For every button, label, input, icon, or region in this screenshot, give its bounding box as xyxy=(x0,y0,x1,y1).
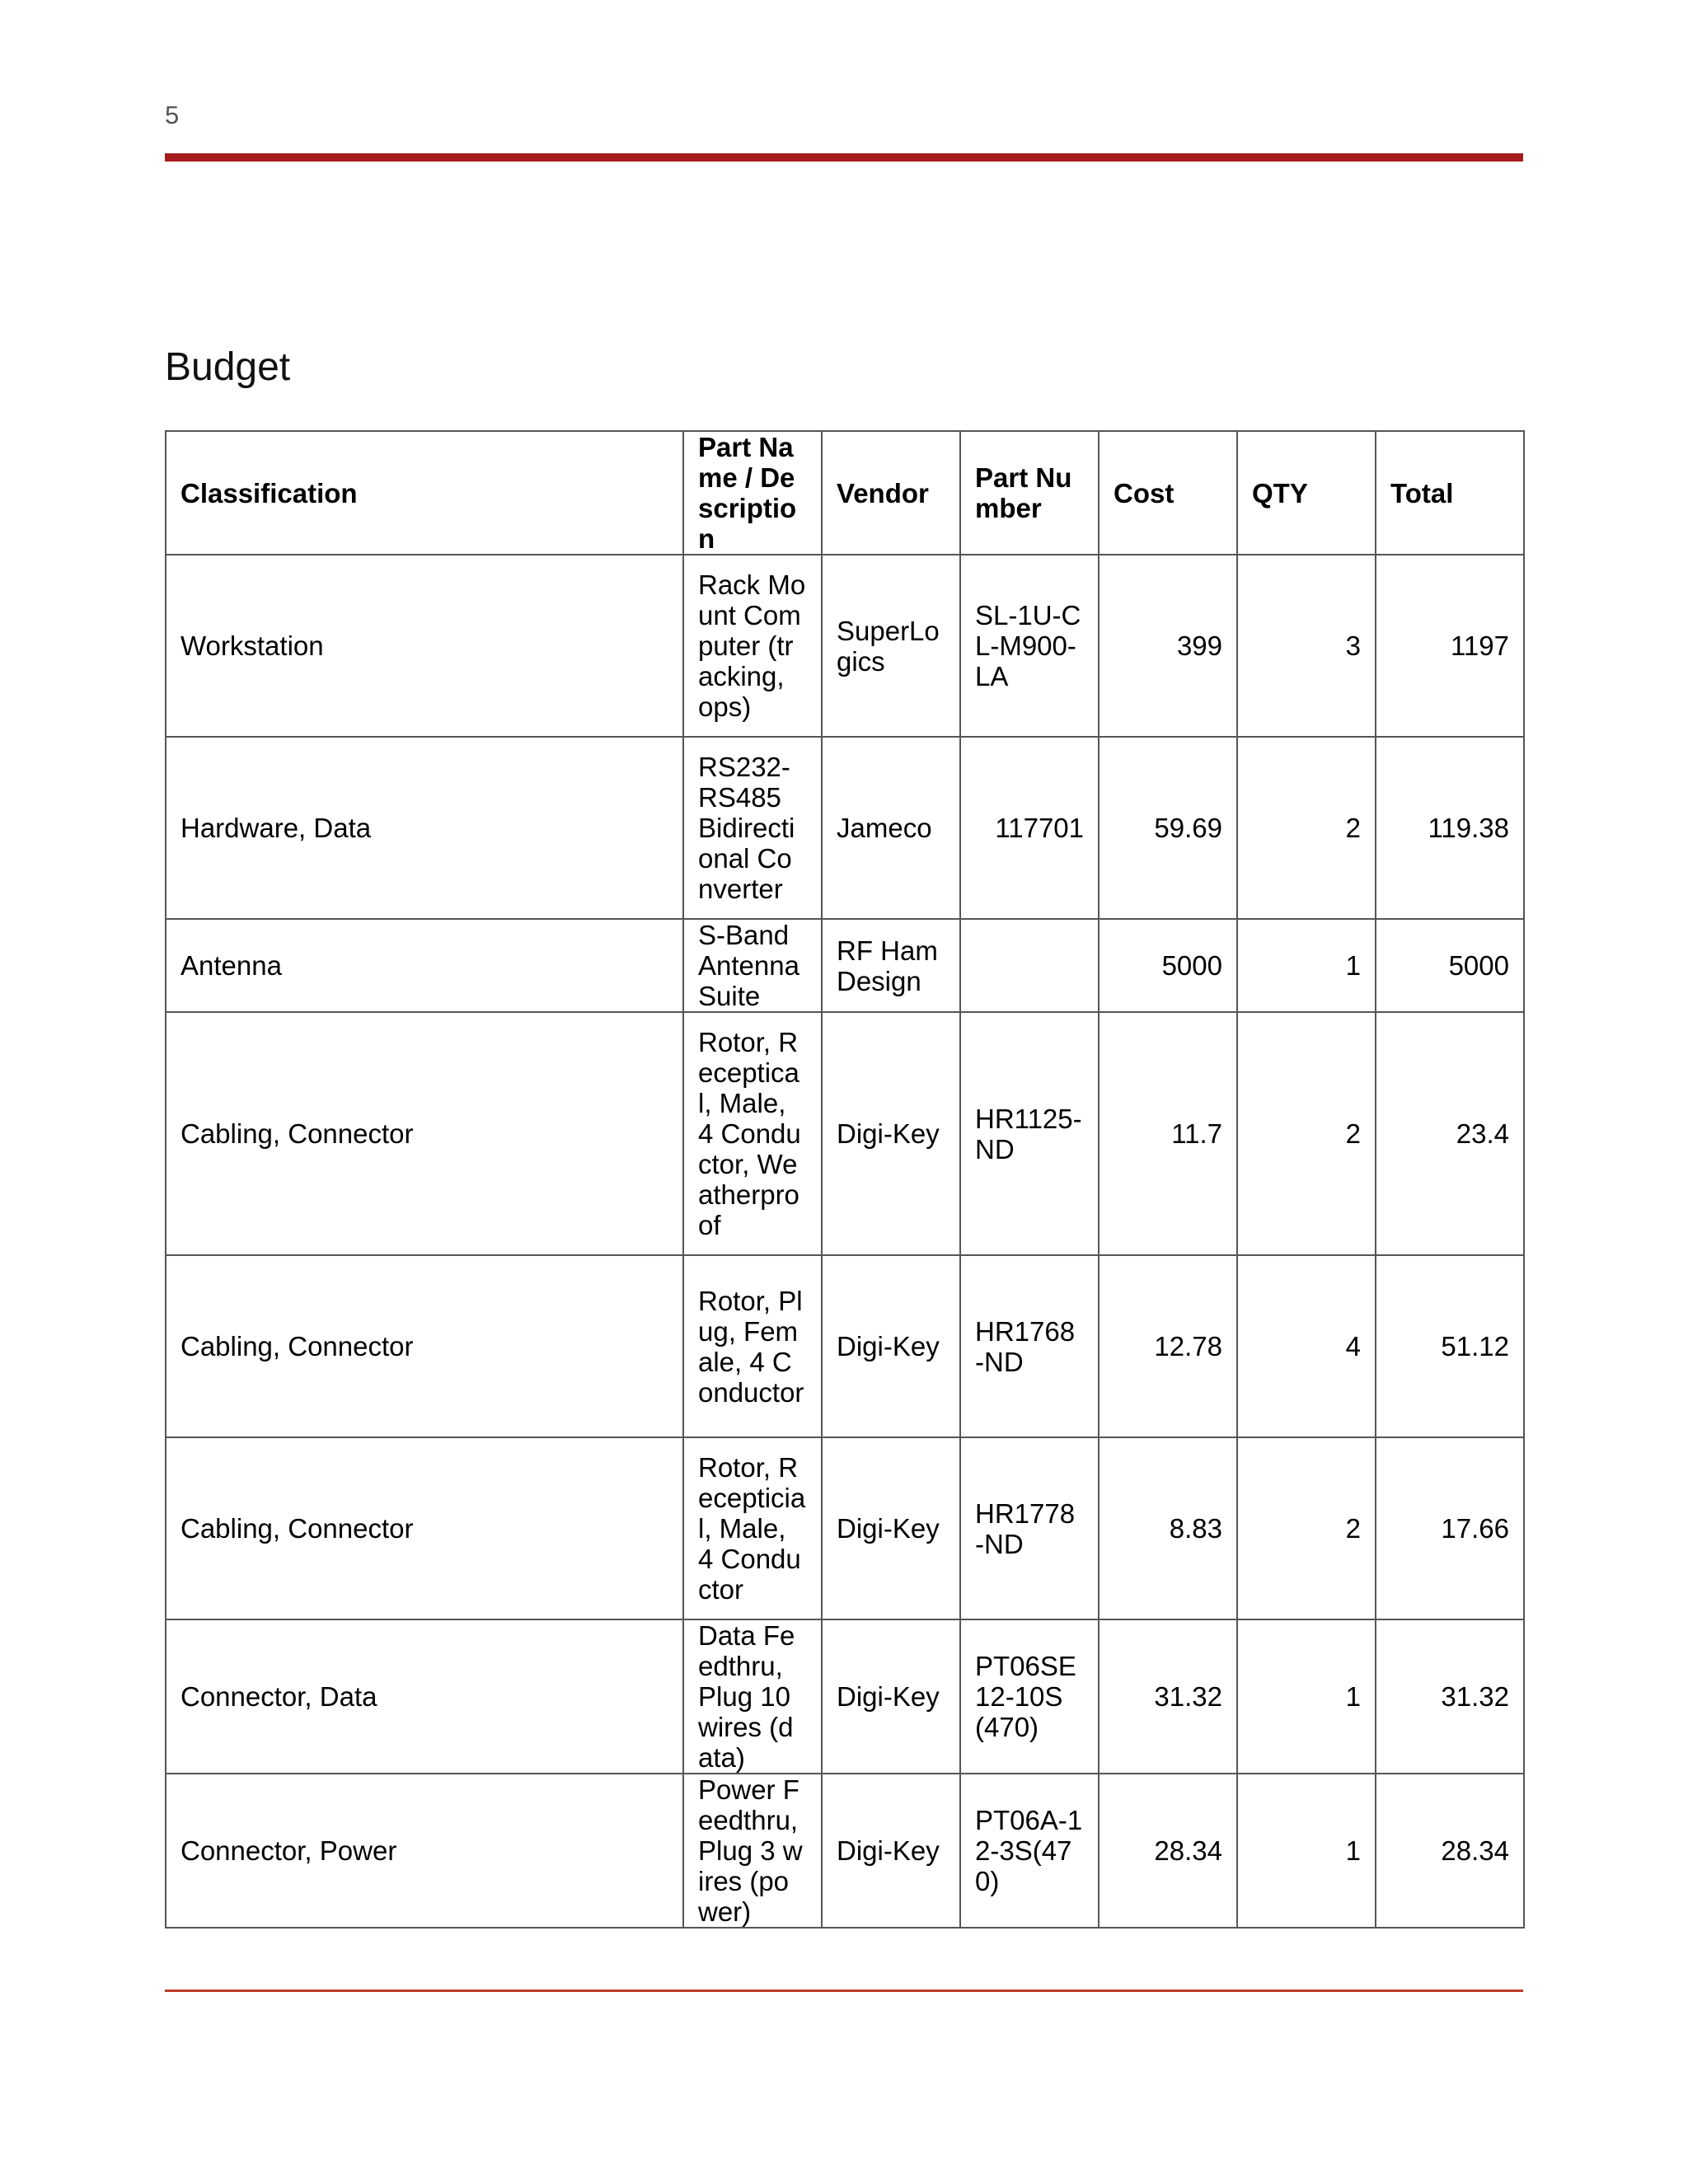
header-part-name: Part Name / Description xyxy=(683,431,822,555)
cell-classification: Cabling, Connector xyxy=(166,1437,683,1619)
cell-part-name: Rotor, Recepticial, Male, 4 Conductor xyxy=(683,1437,822,1619)
table-row xyxy=(166,1012,1524,1255)
cell-part-name: Rack Mount Computer (tracking, ops) xyxy=(683,555,822,737)
cell-total: 1197 xyxy=(1376,555,1524,737)
cell-vendor: Digi-Key xyxy=(822,1255,960,1437)
cell-total: 119.38 xyxy=(1376,737,1524,919)
header-cost: Cost xyxy=(1099,431,1237,555)
cell-part-number xyxy=(960,919,1099,1012)
header-classification: Classification xyxy=(166,431,683,555)
cell-vendor: Jameco xyxy=(822,737,960,919)
table-row xyxy=(166,1619,1524,1774)
cell-part-number: HR1125-ND xyxy=(960,1012,1099,1255)
cell-part-name: Rotor, Receptical, Male, 4 Conductor, Weatherproof xyxy=(683,1012,822,1255)
cell-part-name: S-Band Antenna Suite xyxy=(683,919,822,1012)
cell-part-number: PT06A-12-3S(470) xyxy=(960,1774,1099,1928)
cell-qty: 3 xyxy=(1237,555,1376,737)
section-title: Budget xyxy=(165,345,291,389)
cell-part-number: SL-1U-CL-M900-LA xyxy=(960,555,1099,737)
cell-vendor: Digi-Key xyxy=(822,1619,960,1774)
table-row xyxy=(166,1255,1524,1437)
cell-classification: Connector, Data xyxy=(166,1619,683,1774)
page-number: 5 xyxy=(165,101,180,129)
table-header-row xyxy=(166,431,1524,555)
cell-classification: Cabling, Connector xyxy=(166,1255,683,1437)
footer-rule xyxy=(165,1990,1523,1992)
cell-vendor: Digi-Key xyxy=(822,1012,960,1255)
cell-part-number: 117701 xyxy=(960,737,1099,919)
budget-table xyxy=(165,430,1525,1929)
cell-vendor: RF Ham Design xyxy=(822,919,960,1012)
header-rule xyxy=(165,153,1523,162)
cell-total: 28.34 xyxy=(1376,1774,1524,1928)
header-vendor: Vendor xyxy=(822,431,960,555)
cell-classification: Cabling, Connector xyxy=(166,1012,683,1255)
table-row xyxy=(166,919,1524,1012)
cell-cost: 11.7 xyxy=(1099,1012,1237,1255)
header-part-number: Part Number xyxy=(960,431,1099,555)
cell-total: 17.66 xyxy=(1376,1437,1524,1619)
cell-qty: 1 xyxy=(1237,1619,1376,1774)
cell-part-name: RS232-RS485 Bidirectional Converter xyxy=(683,737,822,919)
cell-classification: Hardware, Data xyxy=(166,737,683,919)
cell-total: 23.4 xyxy=(1376,1012,1524,1255)
cell-cost: 31.32 xyxy=(1099,1619,1237,1774)
cell-cost: 28.34 xyxy=(1099,1774,1237,1928)
cell-cost: 8.83 xyxy=(1099,1437,1237,1619)
cell-vendor: Digi-Key xyxy=(822,1437,960,1619)
cell-vendor: SuperLogics xyxy=(822,555,960,737)
cell-part-number: PT06SE12-10S(470) xyxy=(960,1619,1099,1774)
cell-vendor: Digi-Key xyxy=(822,1774,960,1928)
cell-cost: 399 xyxy=(1099,555,1237,737)
table-row xyxy=(166,555,1524,737)
cell-classification: Connector, Power xyxy=(166,1774,683,1928)
cell-qty: 1 xyxy=(1237,919,1376,1012)
cell-total: 31.32 xyxy=(1376,1619,1524,1774)
header-total: Total xyxy=(1376,431,1524,555)
cell-part-name: Rotor, Plug, Female, 4 Conductor xyxy=(683,1255,822,1437)
table-row xyxy=(166,737,1524,919)
cell-qty: 4 xyxy=(1237,1255,1376,1437)
cell-qty: 2 xyxy=(1237,1437,1376,1619)
cell-part-number: HR1778-ND xyxy=(960,1437,1099,1619)
cell-part-name: Data Feedthru, Plug 10 wires (data) xyxy=(683,1619,822,1774)
cell-cost: 12.78 xyxy=(1099,1255,1237,1437)
cell-part-name: Power Feedthru, Plug 3 wires (power) xyxy=(683,1774,822,1928)
cell-qty: 2 xyxy=(1237,737,1376,919)
cell-classification: Antenna xyxy=(166,919,683,1012)
table-row xyxy=(166,1437,1524,1619)
header-qty: QTY xyxy=(1237,431,1376,555)
cell-classification: Workstation xyxy=(166,555,683,737)
cell-qty: 1 xyxy=(1237,1774,1376,1928)
cell-cost: 5000 xyxy=(1099,919,1237,1012)
cell-total: 51.12 xyxy=(1376,1255,1524,1437)
table-row xyxy=(166,1774,1524,1928)
cell-cost: 59.69 xyxy=(1099,737,1237,919)
cell-qty: 2 xyxy=(1237,1012,1376,1255)
cell-total: 5000 xyxy=(1376,919,1524,1012)
cell-part-number: HR1768-ND xyxy=(960,1255,1099,1437)
